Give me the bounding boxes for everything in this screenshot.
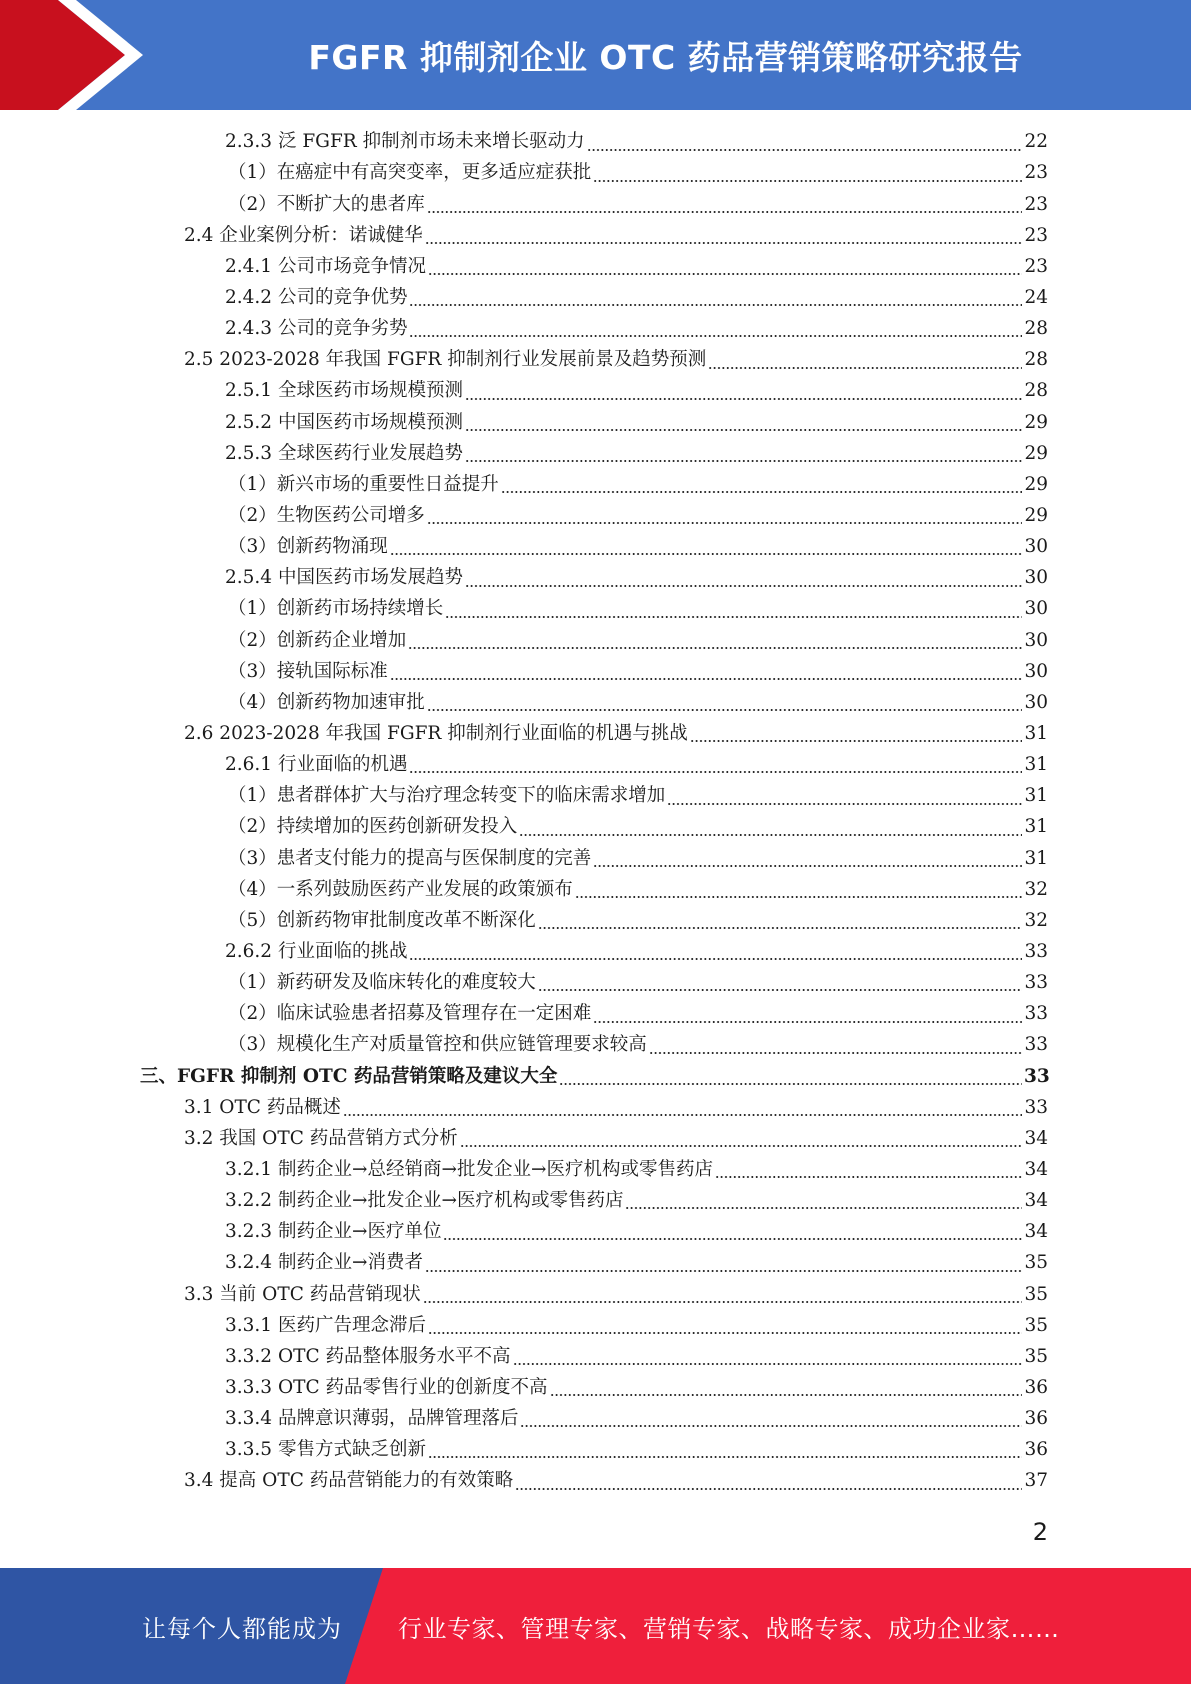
toc-entry-title: 2.5.3 全球医药行业发展趋势 <box>225 442 463 464</box>
toc-entry[interactable] <box>0 563 1191 594</box>
toc-entry-page: 22 <box>1024 131 1048 153</box>
toc-entry-title: 3.3.1 医药广告理念滞后 <box>225 1314 426 1336</box>
toc-entry-title: （1）新兴市场的重要性日益提升 <box>228 473 499 495</box>
toc-dot-leader <box>460 1145 1022 1147</box>
toc-entry-page: 31 <box>1024 847 1048 869</box>
toc-dot-leader <box>465 429 1022 431</box>
toc-dot-leader <box>425 1270 1022 1272</box>
toc-dot-leader <box>409 304 1022 306</box>
toc-dot-leader <box>538 927 1022 929</box>
toc-entry-title: 3.2.2 制药企业→批发企业→医疗机构或零售药店 <box>225 1190 624 1212</box>
page-number: 2 <box>1032 1518 1048 1546</box>
toc-entry[interactable] <box>0 283 1191 314</box>
toc-entry[interactable] <box>0 220 1191 251</box>
toc-dot-leader <box>425 242 1022 244</box>
toc-dot-leader <box>519 834 1022 836</box>
toc-entry-title: （3）规模化生产对质量管控和供应链管理要求较高 <box>228 1034 647 1056</box>
toc-dot-leader <box>445 616 1022 618</box>
toc-entry-page: 34 <box>1024 1221 1048 1243</box>
toc-entry-title: 2.5.1 全球医药市场规模预测 <box>225 380 463 402</box>
toc-entry-page: 30 <box>1024 629 1048 651</box>
toc-entry-title: （3）患者支付能力的提高与医保制度的完善 <box>228 847 592 869</box>
toc-entry-title: （1）患者群体扩大与治疗理念转变下的临床需求增加 <box>228 785 666 807</box>
toc-entry[interactable] <box>0 1155 1191 1186</box>
toc-entry-page: 36 <box>1024 1408 1048 1430</box>
toc-entry[interactable] <box>0 532 1191 563</box>
toc-entry-title: 3.2 我国 OTC 药品营销方式分析 <box>184 1127 458 1149</box>
toc-entry-title: 2.6.2 行业面临的挑战 <box>225 940 408 962</box>
toc-dot-leader <box>708 367 1022 369</box>
toc-entry[interactable] <box>0 252 1191 283</box>
toc-dot-leader <box>625 1207 1022 1209</box>
toc-entry[interactable] <box>0 127 1191 158</box>
toc-entry[interactable] <box>0 874 1191 905</box>
toc-entry-title: （1）在癌症中有高突变率，更多适应症获批 <box>228 162 592 184</box>
toc-dot-leader <box>649 1052 1022 1054</box>
toc-entry-page: 28 <box>1024 380 1048 402</box>
toc-entry-page: 31 <box>1024 754 1048 776</box>
toc-entry-title: （2）不断扩大的患者库 <box>228 193 425 215</box>
toc-dot-leader <box>409 958 1022 960</box>
toc-entry-title: （2）临床试验患者招募及管理存在一定困难 <box>228 1003 592 1025</box>
toc-dot-leader <box>427 709 1022 711</box>
toc-entry-page: 31 <box>1024 722 1048 744</box>
toc-entry-page: 30 <box>1024 567 1048 589</box>
toc-entry-title: 2.4.2 公司的竞争优势 <box>225 287 408 309</box>
toc-entry[interactable] <box>0 470 1191 501</box>
toc-entry[interactable] <box>0 656 1191 687</box>
toc-entry-page: 33 <box>1024 1065 1050 1087</box>
toc-dot-leader <box>428 273 1022 275</box>
toc-entry-page: 33 <box>1024 1034 1048 1056</box>
header-arrow-decoration <box>0 0 160 110</box>
toc-entry-title: 3.3 当前 OTC 药品营销现状 <box>184 1283 421 1305</box>
toc-entry-title: 3.2.1 制药企业→总经销商→批发企业→医疗机构或零售药店 <box>225 1158 713 1180</box>
toc-entry-title: 3.3.4 品牌意识薄弱，品牌管理落后 <box>225 1408 519 1430</box>
toc-entry-page: 33 <box>1024 1096 1048 1118</box>
toc-entry[interactable] <box>0 1248 1191 1279</box>
toc-entry[interactable] <box>0 1341 1191 1372</box>
toc-entry-title: （2）创新药企业增加 <box>228 629 407 651</box>
toc-entry[interactable] <box>0 968 1191 999</box>
toc-entry-title: （4）创新药物加速审批 <box>228 691 425 713</box>
toc-entry-title: 3.2.4 制药企业→消费者 <box>225 1252 423 1274</box>
toc-entry[interactable] <box>0 1061 1191 1092</box>
toc-entry[interactable] <box>0 189 1191 220</box>
toc-dot-leader <box>427 522 1022 524</box>
toc-dot-leader <box>343 1114 1022 1116</box>
report-title: FGFR 抑制剂企业 OTC 药品营销策略研究报告 <box>308 37 1023 77</box>
toc-entry-page: 23 <box>1024 193 1048 215</box>
toc-entry-title: （2）持续增加的医药创新研发投入 <box>228 816 518 838</box>
toc-entry-title: 三、FGFR 抑制剂 OTC 药品营销策略及建议大全 <box>140 1065 558 1087</box>
toc-dot-leader <box>690 740 1022 742</box>
toc-entry[interactable] <box>0 688 1191 719</box>
toc-entry-title: （3）接轨国际标准 <box>228 660 388 682</box>
toc-dot-leader <box>550 1394 1023 1396</box>
toc-entry-page: 34 <box>1024 1158 1048 1180</box>
toc-entry-page: 31 <box>1024 785 1048 807</box>
toc-dot-leader <box>465 460 1022 462</box>
toc-entry[interactable] <box>0 781 1191 812</box>
toc-entry[interactable] <box>0 594 1191 625</box>
toc-entry[interactable] <box>0 999 1191 1030</box>
toc-dot-leader <box>538 989 1022 991</box>
toc-entry-title: 3.3.2 OTC 药品整体服务水平不高 <box>225 1345 511 1367</box>
toc-entry[interactable] <box>0 1217 1191 1248</box>
toc-dot-leader <box>501 491 1022 493</box>
toc-entry-title: 2.5.2 中国医药市场规模预测 <box>225 411 463 433</box>
toc-entry-page: 32 <box>1024 878 1048 900</box>
toc-dot-leader <box>443 1238 1022 1240</box>
toc-entry-title: 2.4.3 公司的竞争劣势 <box>225 318 408 340</box>
toc-entry[interactable] <box>0 843 1191 874</box>
toc-dot-leader <box>423 1301 1022 1303</box>
toc-entry-title: 3.1 OTC 药品概述 <box>184 1096 341 1118</box>
toc-entry-title: 3.2.3 制药企业→医疗单位 <box>225 1221 442 1243</box>
toc-entry-page: 28 <box>1024 318 1048 340</box>
page-footer <box>0 1568 1191 1684</box>
toc-entry[interactable] <box>0 750 1191 781</box>
toc-entry[interactable] <box>0 625 1191 656</box>
toc-entry-title: 2.4.1 公司市场竞争情况 <box>225 255 426 277</box>
toc-entry-title: （1）新药研发及临床转化的难度较大 <box>228 972 536 994</box>
toc-entry-title: 2.4 企业案例分析：诺诚健华 <box>184 224 423 246</box>
toc-dot-leader <box>513 1363 1023 1365</box>
toc-entry[interactable] <box>0 719 1191 750</box>
toc-entry-page: 35 <box>1024 1283 1048 1305</box>
toc-dot-leader <box>465 585 1022 587</box>
toc-entry[interactable] <box>0 1404 1191 1435</box>
toc-dot-leader <box>390 678 1022 680</box>
toc-entry[interactable] <box>0 1373 1191 1404</box>
toc-entry-page: 23 <box>1024 224 1048 246</box>
toc-entry-page: 28 <box>1024 349 1048 371</box>
toc-entry[interactable] <box>0 314 1191 345</box>
toc-dot-leader <box>428 1332 1022 1334</box>
toc-entry[interactable] <box>0 1310 1191 1341</box>
toc-entry[interactable] <box>0 438 1191 469</box>
toc-dot-leader <box>409 335 1022 337</box>
toc-entry-title: （4）一系列鼓励医药产业发展的政策颁布 <box>228 878 573 900</box>
toc-entry-page: 23 <box>1024 255 1048 277</box>
toc-dot-leader <box>409 771 1022 773</box>
page-header <box>0 0 1191 110</box>
footer-slogan-right: 行业专家、管理专家、营销专家、战略专家、成功企业家…… <box>398 1614 1060 1643</box>
toc-dot-leader <box>593 865 1022 867</box>
toc-entry-page: 34 <box>1024 1127 1048 1149</box>
toc-entry-title: （1）创新药市场持续增长 <box>228 598 444 620</box>
toc-entry-title: 3.3.5 零售方式缺乏创新 <box>225 1439 426 1461</box>
toc-entry-page: 36 <box>1024 1376 1048 1398</box>
footer-slogan-left: 让每个人都能成为 <box>142 1614 342 1643</box>
toc-entry[interactable] <box>0 906 1191 937</box>
toc-entry[interactable] <box>0 1124 1191 1155</box>
toc-entry-page: 30 <box>1024 536 1048 558</box>
toc-entry-title: 3.4 提高 OTC 药品营销能力的有效策略 <box>184 1470 514 1492</box>
toc-entry[interactable] <box>0 1466 1191 1497</box>
toc-dot-leader <box>667 803 1022 805</box>
toc-entry-title: （5）创新药物审批制度改革不断深化 <box>228 909 536 931</box>
toc-dot-leader <box>427 211 1022 213</box>
toc-entry-title: 2.6 2023-2028 年我国 FGFR 抑制剂行业面临的机遇与挑战 <box>184 722 688 744</box>
toc-dot-leader <box>593 1021 1022 1023</box>
toc-entry-page: 33 <box>1024 972 1048 994</box>
toc-entry-page: 33 <box>1024 1003 1048 1025</box>
toc-entry[interactable] <box>0 158 1191 189</box>
toc-dot-leader <box>559 1083 1022 1085</box>
toc-entry-page: 30 <box>1024 598 1048 620</box>
toc-entry-page: 35 <box>1024 1345 1048 1367</box>
toc-entry-page: 30 <box>1024 660 1048 682</box>
toc-dot-leader <box>390 553 1022 555</box>
toc-dot-leader <box>408 647 1022 649</box>
toc-dot-leader <box>465 398 1022 400</box>
toc-dot-leader <box>715 1176 1022 1178</box>
toc-entry-title: 2.5.4 中国医药市场发展趋势 <box>225 567 463 589</box>
toc-entry-page: 35 <box>1024 1314 1048 1336</box>
toc-dot-leader <box>520 1425 1022 1427</box>
toc-entry[interactable] <box>0 1186 1191 1217</box>
toc-entry-page: 29 <box>1024 411 1048 433</box>
toc-entry-title: （3）创新药物涌现 <box>228 536 388 558</box>
toc-entry-page: 34 <box>1024 1190 1048 1212</box>
toc-entry[interactable] <box>0 1030 1191 1061</box>
toc-entry-page: 36 <box>1024 1439 1048 1461</box>
toc-entry-page: 24 <box>1024 287 1048 309</box>
toc-entry-page: 29 <box>1024 473 1048 495</box>
toc-entry-page: 29 <box>1024 442 1048 464</box>
toc-entry[interactable] <box>0 1279 1191 1310</box>
toc-entry[interactable] <box>0 937 1191 968</box>
toc-entry-page: 31 <box>1024 816 1048 838</box>
toc-entry-page: 33 <box>1024 940 1048 962</box>
toc-entry-page: 23 <box>1024 162 1048 184</box>
toc-entry-title: （2）生物医药公司增多 <box>228 505 425 526</box>
toc-dot-leader <box>587 149 1022 151</box>
toc-entry-title: 2.5 2023-2028 年我国 FGFR 抑制剂行业发展前景及趋势预测 <box>184 349 707 371</box>
toc-dot-leader <box>575 896 1022 898</box>
toc-entry-page: 37 <box>1024 1470 1048 1492</box>
toc-dot-leader <box>428 1456 1022 1458</box>
toc-entry-title: 2.3.3 泛 FGFR 抑制剂市场未来增长驱动力 <box>225 131 585 153</box>
toc-entry[interactable] <box>0 407 1191 438</box>
toc-entry[interactable] <box>0 1092 1191 1123</box>
toc-entry-title: 2.6.1 行业面临的机遇 <box>225 754 408 776</box>
toc-entry-page: 30 <box>1024 691 1048 713</box>
toc-entry[interactable] <box>0 1435 1191 1466</box>
table-of-contents <box>0 127 1191 1497</box>
toc-entry-page: 35 <box>1024 1252 1048 1274</box>
toc-entry[interactable] <box>0 501 1191 532</box>
toc-entry[interactable] <box>0 812 1191 843</box>
toc-dot-leader <box>593 180 1022 182</box>
toc-entry-page: 32 <box>1024 909 1048 931</box>
toc-entry[interactable] <box>0 376 1191 407</box>
toc-dot-leader <box>515 1488 1022 1490</box>
toc-entry[interactable] <box>0 345 1191 376</box>
toc-entry-page: 29 <box>1024 505 1048 526</box>
toc-entry-title: 3.3.3 OTC 药品零售行业的创新度不高 <box>225 1376 548 1398</box>
